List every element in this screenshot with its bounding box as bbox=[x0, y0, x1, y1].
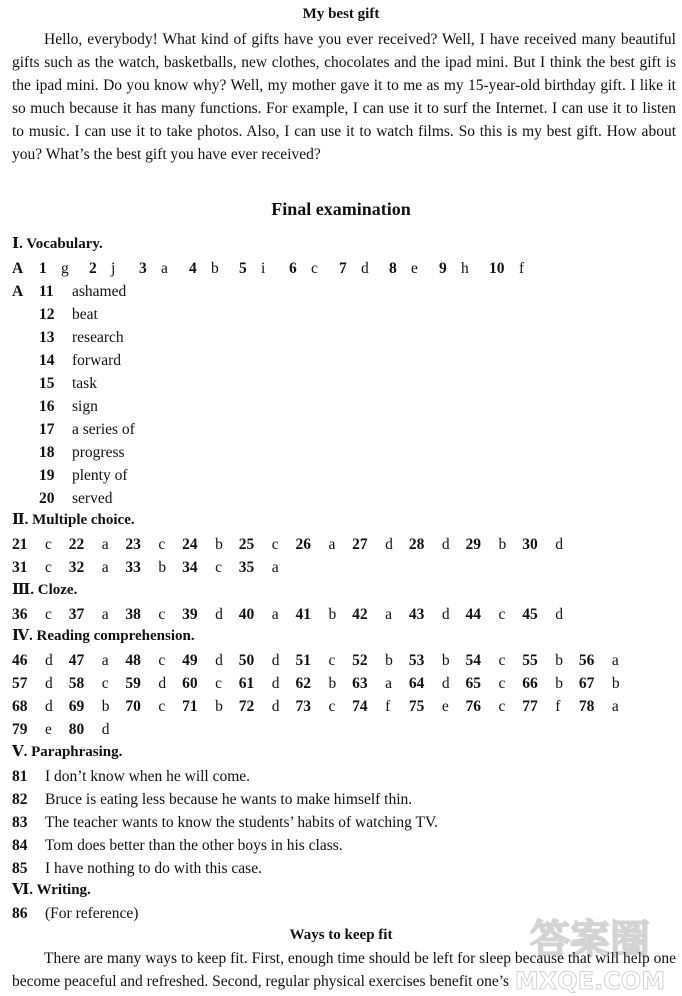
answer-letter: b bbox=[385, 652, 393, 669]
answer-letter: a bbox=[611, 698, 619, 715]
answer-number: 24 bbox=[182, 536, 198, 553]
answer-letter: c bbox=[498, 606, 506, 623]
answer-letter: c bbox=[215, 559, 222, 576]
vocab-word-item bbox=[39, 418, 135, 441]
answer-number: 59 bbox=[125, 675, 141, 692]
watermark-url: MXQE.COM bbox=[514, 967, 666, 995]
answer-letter: d bbox=[441, 606, 450, 623]
answer-row bbox=[12, 718, 125, 741]
answer-number: 55 bbox=[522, 652, 538, 669]
answer-letter: a bbox=[101, 536, 109, 553]
answer-word: beat bbox=[72, 306, 98, 323]
answer-number: 82 bbox=[12, 791, 28, 808]
answer-number: 5 bbox=[239, 260, 247, 277]
answer-number: 13 bbox=[39, 329, 55, 346]
paraphrase-item bbox=[12, 857, 262, 880]
answer-letter: d bbox=[271, 652, 280, 669]
answer-number: 76 bbox=[465, 698, 481, 715]
writing-note: (For reference) bbox=[45, 905, 139, 922]
best-gift-paragraph bbox=[12, 28, 676, 166]
vocab-word-item bbox=[39, 349, 121, 372]
vocab-word-item bbox=[39, 395, 98, 418]
writing-number: 86 bbox=[12, 905, 28, 922]
answer-word: research bbox=[72, 329, 124, 346]
answer-letter: h bbox=[461, 260, 469, 277]
answer-number: 68 bbox=[12, 698, 28, 715]
answer-letter: a bbox=[101, 606, 109, 623]
answer-letter: c bbox=[498, 675, 506, 692]
answer-letter: b bbox=[158, 559, 167, 576]
answer-letter: c bbox=[45, 536, 52, 553]
vocab-part-label: A bbox=[12, 283, 24, 300]
answer-number: 14 bbox=[39, 352, 55, 369]
answer-word: sign bbox=[72, 398, 98, 415]
answer-number: 77 bbox=[522, 698, 538, 715]
answer-number: 44 bbox=[465, 606, 481, 623]
answer-number: 2 bbox=[89, 260, 97, 277]
answer-number: 54 bbox=[465, 652, 481, 669]
answer-number: 58 bbox=[68, 675, 85, 692]
answer-letter: b bbox=[215, 536, 223, 553]
answer-row bbox=[12, 556, 295, 579]
answer-letter: c bbox=[311, 260, 318, 277]
answer-number: 67 bbox=[578, 675, 595, 692]
answer-number: 8 bbox=[389, 260, 397, 277]
answer-number: 62 bbox=[295, 675, 311, 692]
answer-letter: a bbox=[385, 606, 393, 623]
answer-letter: f bbox=[385, 698, 391, 715]
answer-word: task bbox=[72, 375, 97, 392]
vocab-match-row bbox=[12, 257, 547, 280]
answer-number: 16 bbox=[39, 398, 55, 415]
answer-number: 6 bbox=[289, 260, 297, 277]
answer-number: 53 bbox=[408, 652, 425, 669]
answer-word: a series of bbox=[72, 421, 135, 438]
answer-number: 1 bbox=[39, 260, 47, 277]
section-multiple-choice: Ⅱ. Multiple choice. bbox=[12, 512, 135, 528]
answer-number: 38 bbox=[125, 606, 141, 623]
answer-letter: e bbox=[45, 721, 52, 738]
answer-letter: c bbox=[158, 652, 166, 669]
answer-letter: a bbox=[271, 559, 279, 576]
answer-letter: b bbox=[211, 260, 219, 277]
answer-number: 84 bbox=[12, 837, 28, 854]
answer-letter: c bbox=[498, 652, 506, 669]
answer-letter: b bbox=[441, 652, 450, 669]
answer-number: 40 bbox=[238, 606, 255, 623]
answer-number: 33 bbox=[125, 559, 141, 576]
exam-title: Final examination bbox=[271, 199, 411, 219]
answer-row bbox=[12, 603, 579, 626]
answer-number: 3 bbox=[139, 260, 147, 277]
answer-number: 4 bbox=[189, 260, 197, 277]
section-reading: Ⅳ. Reading comprehension. bbox=[12, 628, 195, 644]
answer-letter: f bbox=[519, 260, 525, 277]
answer-number: 17 bbox=[39, 421, 55, 438]
answer-letter: c bbox=[271, 536, 279, 553]
answer-letter: c bbox=[158, 536, 166, 553]
paraphrase-item bbox=[12, 788, 412, 811]
answer-letter: b bbox=[555, 675, 563, 692]
answer-letter: c bbox=[45, 606, 52, 623]
answer-number: 36 bbox=[12, 606, 28, 623]
answer-letter: g bbox=[61, 260, 69, 277]
answer-letter: b bbox=[555, 652, 563, 669]
answer-letter: d bbox=[555, 536, 563, 553]
vocab-word-item bbox=[39, 280, 126, 303]
vocab-word-item bbox=[39, 487, 112, 510]
answer-sentence: The teacher wants to know the students’ habits of watching TV. bbox=[45, 814, 439, 831]
best-gift-title: My best gift bbox=[302, 6, 380, 22]
vocab-word-item bbox=[39, 372, 97, 395]
answer-letter: d bbox=[555, 606, 563, 623]
answer-letter: a bbox=[611, 652, 619, 669]
answer-letter: c bbox=[101, 675, 109, 692]
answer-letter: a bbox=[385, 675, 393, 692]
answer-letter: b bbox=[101, 698, 110, 715]
answer-number: 46 bbox=[12, 652, 28, 669]
answer-letter: d bbox=[361, 260, 369, 277]
answer-number: 74 bbox=[352, 698, 368, 715]
answer-number: 72 bbox=[238, 698, 255, 715]
answer-number: 27 bbox=[352, 536, 368, 553]
vocab-word-item bbox=[39, 303, 98, 326]
answer-number: 71 bbox=[182, 698, 198, 715]
answer-number: 80 bbox=[68, 721, 85, 738]
answer-sentence: I have nothing to do with this case. bbox=[45, 860, 262, 877]
paraphrase-item bbox=[12, 834, 343, 857]
section-vocabulary: Ⅰ. Vocabulary. bbox=[12, 236, 103, 252]
answer-number: 45 bbox=[522, 606, 538, 623]
section-writing: Ⅵ. Writing. bbox=[12, 882, 91, 898]
answer-number: 22 bbox=[68, 536, 85, 553]
answer-letter: d bbox=[385, 536, 393, 553]
answer-number: 61 bbox=[238, 675, 255, 692]
answer-number: 69 bbox=[68, 698, 85, 715]
answer-number: 48 bbox=[125, 652, 141, 669]
answer-letter: i bbox=[261, 260, 266, 277]
answer-number: 20 bbox=[39, 490, 55, 507]
answer-word: forward bbox=[72, 352, 122, 369]
answer-number: 21 bbox=[12, 536, 28, 553]
vocab-word-item bbox=[39, 464, 128, 487]
answer-letter: e bbox=[411, 260, 418, 277]
answer-letter: b bbox=[215, 698, 223, 715]
answer-letter: c bbox=[215, 675, 222, 692]
answer-letter: d bbox=[45, 698, 53, 715]
essay-text: There are many ways to keep fit. First, enough time should be left for sleep because that will help one become peaceful and refreshed. Second, regular physical exercises benefit one’s bbox=[12, 950, 676, 990]
section-cloze: Ⅲ. Cloze. bbox=[12, 582, 78, 598]
answer-number: 29 bbox=[465, 536, 481, 553]
answer-letter: j bbox=[111, 260, 116, 277]
answer-letter: f bbox=[555, 698, 561, 715]
answer-number: 78 bbox=[578, 698, 595, 715]
vocab-word-item bbox=[39, 326, 124, 349]
answer-number: 85 bbox=[12, 860, 28, 877]
answer-number: 75 bbox=[408, 698, 425, 715]
answer-number: 32 bbox=[68, 559, 85, 576]
watermark-text: 答案圈 bbox=[530, 917, 650, 963]
answer-number: 70 bbox=[125, 698, 141, 715]
answer-row bbox=[12, 672, 636, 695]
answer-row bbox=[12, 695, 636, 718]
answer-letter: c bbox=[45, 559, 52, 576]
answer-letter: a bbox=[101, 559, 109, 576]
answer-letter: b bbox=[611, 675, 620, 692]
answer-letter: d bbox=[271, 698, 280, 715]
answer-letter: e bbox=[441, 698, 449, 715]
answer-number: 57 bbox=[12, 675, 28, 692]
answer-number: 28 bbox=[408, 536, 425, 553]
answer-letter: d bbox=[215, 606, 223, 623]
answer-word: ashamed bbox=[72, 283, 127, 300]
answer-number: 37 bbox=[68, 606, 85, 623]
answer-letter: a bbox=[101, 652, 109, 669]
answer-letter: d bbox=[441, 536, 450, 553]
watermark-logo bbox=[500, 905, 680, 995]
paraphrase-item bbox=[12, 811, 438, 834]
answer-letter: b bbox=[328, 606, 337, 623]
essay-title: Ways to keep fit bbox=[289, 927, 393, 943]
answer-number: 12 bbox=[39, 306, 55, 323]
answer-word: plenty of bbox=[72, 467, 128, 484]
answer-number: 11 bbox=[39, 283, 54, 300]
answer-number: 65 bbox=[465, 675, 481, 692]
answer-letter: a bbox=[271, 606, 279, 623]
answer-number: 31 bbox=[12, 559, 28, 576]
answer-letter: d bbox=[158, 675, 167, 692]
answer-number: 50 bbox=[238, 652, 255, 669]
answer-letter: c bbox=[158, 606, 166, 623]
answer-number: 64 bbox=[408, 675, 425, 692]
answer-number: 66 bbox=[522, 675, 538, 692]
best-gift-text: Hello, everybody! What kind of gifts have you ever received? Well, I have received many beautiful gifts such as the watch, basketballs, new clothes, chocolates and the ipad mini. But I think the best gift is the ipad mini. Do you know why? Well, my mother gave it to me as my 15-year-old birthday gift. I like it so much because it has many functions. For example, I can use it to surf the Internet. I can use it to listen to music. I can use it to take photos. Also, I can use it to watch films. So this is my best gift. How about you? What’s the best gift you have ever received? bbox=[12, 31, 676, 163]
answer-sentence: Bruce is eating less because he wants to make himself thin. bbox=[45, 791, 413, 808]
answer-letter: a bbox=[328, 536, 336, 553]
answer-number: 18 bbox=[39, 444, 55, 461]
answer-letter: c bbox=[158, 698, 166, 715]
answer-number: 7 bbox=[339, 260, 347, 277]
answer-word: progress bbox=[72, 444, 125, 461]
answer-number: 23 bbox=[125, 536, 141, 553]
answer-number: 81 bbox=[12, 768, 28, 785]
paraphrase-item bbox=[12, 765, 250, 788]
answer-letter: c bbox=[498, 698, 506, 715]
answer-row bbox=[12, 649, 636, 672]
answer-word: served bbox=[72, 490, 113, 507]
answer-letter: d bbox=[45, 652, 53, 669]
answer-letter: d bbox=[215, 652, 223, 669]
answer-number: 9 bbox=[439, 260, 447, 277]
answer-number: 34 bbox=[182, 559, 198, 576]
answer-number: 56 bbox=[578, 652, 595, 669]
answer-letter: c bbox=[328, 698, 336, 715]
answer-number: 47 bbox=[68, 652, 85, 669]
answer-number: 60 bbox=[182, 675, 198, 692]
vocab-word-item bbox=[39, 441, 125, 464]
answer-number: 30 bbox=[522, 536, 538, 553]
answer-letter: a bbox=[161, 260, 168, 277]
answer-row bbox=[12, 533, 579, 556]
answer-sentence: Tom does better than the other boys in his class. bbox=[45, 837, 343, 854]
answer-number: 35 bbox=[238, 559, 255, 576]
answer-letter: b bbox=[498, 536, 507, 553]
answer-number: 52 bbox=[352, 652, 368, 669]
answer-number: 49 bbox=[182, 652, 198, 669]
answer-number: 26 bbox=[295, 536, 311, 553]
answer-number: 39 bbox=[182, 606, 198, 623]
answer-number: 42 bbox=[352, 606, 368, 623]
section-paraphrasing: Ⅴ. Paraphrasing. bbox=[12, 744, 123, 760]
answer-number: 51 bbox=[295, 652, 311, 669]
answer-number: 63 bbox=[352, 675, 368, 692]
answer-number: 73 bbox=[295, 698, 311, 715]
writing-item bbox=[12, 902, 138, 925]
answer-sentence: I don’t know when he will come. bbox=[45, 768, 251, 785]
answer-letter: d bbox=[101, 721, 110, 738]
answer-letter: c bbox=[328, 652, 336, 669]
answer-number: 83 bbox=[12, 814, 28, 831]
answer-number: 19 bbox=[39, 467, 55, 484]
answer-number: 43 bbox=[408, 606, 425, 623]
answer-letter: b bbox=[328, 675, 337, 692]
answer-number: 79 bbox=[12, 721, 28, 738]
vocab-part-label: A bbox=[12, 260, 24, 277]
answer-letter: d bbox=[441, 675, 450, 692]
answer-number: 10 bbox=[489, 260, 505, 277]
answer-number: 15 bbox=[39, 375, 55, 392]
answer-number: 41 bbox=[295, 606, 311, 623]
answer-letter: d bbox=[45, 675, 53, 692]
answer-letter: d bbox=[271, 675, 280, 692]
answer-number: 25 bbox=[238, 536, 255, 553]
